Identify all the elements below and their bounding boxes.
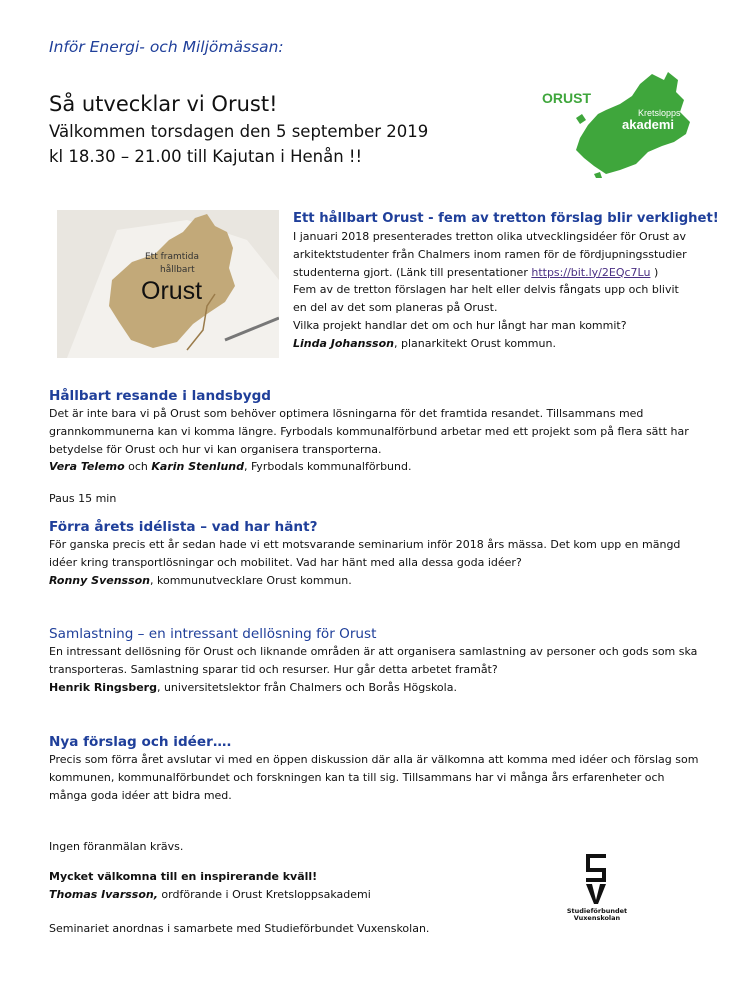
feature-line: I januari 2018 presenterades tretton olika utvecklingsidéer för Orust av: [293, 230, 686, 243]
section-samlastning: [49, 626, 739, 696]
orust-kretsloppsakademi-logo: [540, 70, 700, 184]
signer-line: Thomas Ivarsson, ordförande i Orust Kretsloppsakademi: [49, 888, 371, 901]
section-heading: Nya förslag och idéer….: [49, 734, 232, 750]
section-line: En intressant dellösning för Orust och liknande områden är att organisera samlastning av personer och gods som ska: [49, 645, 698, 658]
feature-line: studenterna gjort. (Länk till presentationer https://bit.ly/2EQc7Lu ): [293, 265, 659, 279]
section-line: transporteras. Samlastning sparar tid och resurser. Hur går detta arbetet framåt?: [49, 662, 498, 676]
section-forra-arets: [49, 519, 739, 589]
section-line: många goda idéer att bidra med.: [49, 788, 232, 802]
section-line: kommunen, kommunalförbundet och forskningen kan ta till sig. Tillsammans har vi många års erfarenheter och: [49, 770, 665, 784]
section-nya-forslag: [49, 734, 739, 804]
section-hallbart-resande: [49, 388, 739, 476]
orust-poster-photo: [57, 210, 279, 358]
section-speaker-line: Vera Telemo och Karin Stenlund, Fyrbodals kommunalförbund.: [49, 460, 412, 474]
poster-line1: Ett framtida: [145, 252, 200, 262]
feature-body: [293, 228, 733, 353]
feature-speaker-line: Linda Johansson, planarkitekt Orust kommun.: [293, 336, 556, 350]
presentation-link[interactable]: https://bit.ly/2EQc7Lu: [531, 265, 651, 279]
section-speaker-line: Henrik Ringsberg, universitetslektor från Chalmers och Borås Högskola.: [49, 680, 457, 694]
sv-emblem-icon: [562, 852, 632, 906]
poster-line2: hållbart: [160, 265, 195, 275]
cooperation-text: Seminariet anordnas i samarbete med Studieförbundet Vuxenskolan.: [49, 922, 430, 935]
logo-kretslopps-text: Kretslopps: [638, 108, 681, 118]
section-heading: Förra årets idélista – vad har hänt?: [49, 519, 318, 535]
feature-line: Fem av de tretton förslagen har helt eller delvis fångats upp och blivit: [293, 283, 679, 297]
subtitle-date: Välkommen torsdagen den 5 september 2019: [49, 122, 429, 141]
feature-line: en del av det som planeras på Orust.: [293, 301, 498, 315]
logo-akademi-text: akademi: [622, 117, 675, 132]
section-heading: Samlastning – en intressant dellösning för Orust: [49, 626, 377, 642]
studieforbundet-vuxenskolan-logo: [562, 852, 632, 922]
sv-name-line2: Vuxenskolan: [573, 914, 621, 922]
pause-text: Paus 15 min: [49, 492, 117, 505]
section-heading: Hållbart resande i landsbygd: [49, 388, 272, 404]
section-line: Det är inte bara vi på Orust som behöver optimera lösningarna för det framtida resandet. Tillsammans med: [49, 407, 644, 420]
sv-name-line1: Studieförbundet: [566, 907, 628, 915]
section-line: idéer kring transportlösningar och mobilitet. Vad har hänt med alla dessa goda idéer?: [49, 555, 522, 569]
section-line: Precis som förra året avslutar vi med en öppen diskussion där alla är välkomna att komma med idéer och förslag som: [49, 753, 699, 766]
logo-orust-text: ORUST: [542, 90, 591, 106]
feature-heading: Ett hållbart Orust - fem av tretton förslag blir verklighet!: [293, 211, 719, 226]
speaker-name: Linda Johansson: [293, 336, 394, 350]
page-title: Så utvecklar vi Orust!: [49, 92, 278, 116]
intro-text: Inför Energi- och Miljömässan:: [49, 38, 284, 56]
section-line: betydelse för Orust och hur vi kan organisera transporterna.: [49, 442, 382, 456]
feature-block: [293, 211, 733, 353]
welcome-text: Mycket välkomna till en inspirerande kväll!: [49, 870, 318, 883]
poster-line3: Orust: [141, 277, 203, 305]
section-line: För ganska precis ett år sedan hade vi ett motsvarande seminarium inför 2018 års mässa. Det kom upp en mängd: [49, 538, 681, 551]
section-line: grannkommunerna kan vi komma längre. Fyrbodals kommunalförbund arbetar med ett projekt som på flera sätt har: [49, 424, 689, 438]
no-registration-text: Ingen föranmälan krävs.: [49, 840, 184, 853]
subtitle-time: kl 18.30 – 21.00 till Kajutan i Henån !!: [49, 147, 363, 166]
feature-line: Vilka projekt handlar det om och hur långt har man kommit?: [293, 318, 627, 332]
section-speaker-line: Ronny Svensson, kommunutvecklare Orust kommun.: [49, 573, 352, 587]
feature-line: arkitektstudenter från Chalmers inom ramen för de fördjupningsstudier: [293, 247, 687, 261]
orust-island-shape: [540, 70, 700, 180]
